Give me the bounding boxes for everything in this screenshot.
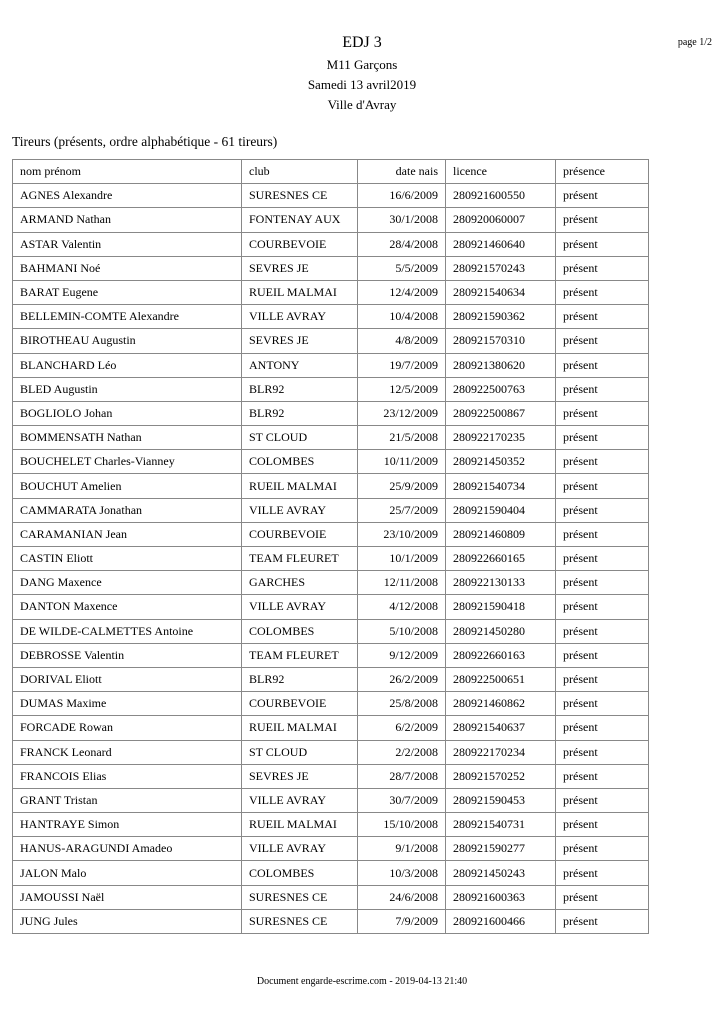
cell-name: CARAMANIAN Jean (13, 522, 242, 546)
table-row (13, 837, 649, 861)
cell-name: ASTAR Valentin (13, 232, 242, 256)
document-title: EDJ 3 (342, 34, 382, 51)
cell-club: SURESNES CE (242, 885, 358, 909)
cell-licence: 280921540734 (446, 474, 556, 498)
cell-name: BARAT Eugene (13, 280, 242, 304)
cell-name: BLANCHARD Léo (13, 353, 242, 377)
cell-club: SURESNES CE (242, 184, 358, 208)
cell-presence: présent (556, 280, 649, 304)
table-row (13, 764, 649, 788)
table-row (13, 450, 649, 474)
cell-club: BLR92 (242, 377, 358, 401)
cell-licence: 280921380620 (446, 353, 556, 377)
cell-licence: 280922500867 (446, 401, 556, 425)
cell-licence: 280921540634 (446, 280, 556, 304)
cell-presence: présent (556, 426, 649, 450)
cell-club: COURBEVOIE (242, 522, 358, 546)
cell-presence: présent (556, 522, 649, 546)
table-row (13, 184, 649, 208)
cell-birthdate: 26/2/2009 (358, 667, 446, 691)
table-row (13, 692, 649, 716)
table-row (13, 522, 649, 546)
cell-presence: présent (556, 595, 649, 619)
cell-presence: présent (556, 353, 649, 377)
cell-name: BIROTHEAU Augustin (13, 329, 242, 353)
table-row (13, 861, 649, 885)
table-row (13, 667, 649, 691)
cell-presence: présent (556, 305, 649, 329)
column-header-presence: présence (556, 160, 649, 184)
cell-birthdate: 9/12/2009 (358, 643, 446, 667)
footer-note: Document engarde-escrime.com - 2019-04-13 21:40 (256, 976, 468, 987)
cell-name: JALON Malo (13, 861, 242, 885)
table-row (13, 547, 649, 571)
page-number: page 1/2 (677, 37, 712, 48)
cell-presence: présent (556, 764, 649, 788)
cell-licence: 280921570243 (446, 256, 556, 280)
cell-birthdate: 28/4/2008 (358, 232, 446, 256)
cell-licence: 280921460862 (446, 692, 556, 716)
cell-birthdate: 21/5/2008 (358, 426, 446, 450)
table-row (13, 788, 649, 812)
cell-birthdate: 5/5/2009 (358, 256, 446, 280)
cell-presence: présent (556, 667, 649, 691)
cell-club: TEAM FLEURET (242, 547, 358, 571)
cell-club: GARCHES (242, 571, 358, 595)
fencers-table (12, 159, 649, 934)
cell-birthdate: 16/6/2009 (358, 184, 446, 208)
cell-birthdate: 4/8/2009 (358, 329, 446, 353)
cell-presence: présent (556, 232, 649, 256)
cell-licence: 280922170234 (446, 740, 556, 764)
cell-club: VILLE AVRAY (242, 837, 358, 861)
cell-name: CASTIN Eliott (13, 547, 242, 571)
cell-birthdate: 10/1/2009 (358, 547, 446, 571)
cell-club: VILLE AVRAY (242, 788, 358, 812)
cell-club: BLR92 (242, 667, 358, 691)
cell-birthdate: 28/7/2008 (358, 764, 446, 788)
cell-presence: présent (556, 837, 649, 861)
cell-licence: 280921590404 (446, 498, 556, 522)
cell-presence: présent (556, 619, 649, 643)
column-header-birthdate: date nais (358, 160, 446, 184)
cell-presence: présent (556, 256, 649, 280)
event-date: Samedi 13 avril2019 (307, 77, 417, 92)
cell-club: BLR92 (242, 401, 358, 425)
event-place: Ville d'Avray (327, 97, 397, 112)
cell-birthdate: 12/4/2009 (358, 280, 446, 304)
cell-birthdate: 23/12/2009 (358, 401, 446, 425)
cell-presence: présent (556, 184, 649, 208)
cell-name: BOMMENSATH Nathan (13, 426, 242, 450)
cell-club: SURESNES CE (242, 909, 358, 933)
cell-birthdate: 12/11/2008 (358, 571, 446, 595)
cell-presence: présent (556, 788, 649, 812)
cell-birthdate: 4/12/2008 (358, 595, 446, 619)
cell-name: GRANT Tristan (13, 788, 242, 812)
cell-licence: 280921590418 (446, 595, 556, 619)
cell-licence: 280921570252 (446, 764, 556, 788)
cell-club: SEVRES JE (242, 764, 358, 788)
cell-presence: présent (556, 450, 649, 474)
table-row (13, 426, 649, 450)
cell-presence: présent (556, 547, 649, 571)
cell-presence: présent (556, 208, 649, 232)
cell-name: CAMMARATA Jonathan (13, 498, 242, 522)
cell-club: FONTENAY AUX (242, 208, 358, 232)
cell-presence: présent (556, 329, 649, 353)
table-row (13, 329, 649, 353)
cell-licence: 280921460809 (446, 522, 556, 546)
cell-presence: présent (556, 813, 649, 837)
cell-name: AGNES Alexandre (13, 184, 242, 208)
table-row (13, 595, 649, 619)
cell-club: COURBEVOIE (242, 692, 358, 716)
cell-presence: présent (556, 909, 649, 933)
cell-birthdate: 10/4/2008 (358, 305, 446, 329)
cell-presence: présent (556, 377, 649, 401)
cell-birthdate: 25/8/2008 (358, 692, 446, 716)
cell-club: ST CLOUD (242, 740, 358, 764)
cell-presence: présent (556, 474, 649, 498)
table-row (13, 498, 649, 522)
table-row (13, 377, 649, 401)
cell-club: COURBEVOIE (242, 232, 358, 256)
cell-licence: 280921570310 (446, 329, 556, 353)
cell-licence: 280921450280 (446, 619, 556, 643)
cell-name: DANG Maxence (13, 571, 242, 595)
table-row (13, 280, 649, 304)
cell-presence: présent (556, 401, 649, 425)
cell-name: JAMOUSSI Naël (13, 885, 242, 909)
cell-birthdate: 19/7/2009 (358, 353, 446, 377)
cell-name: DEBROSSE Valentin (13, 643, 242, 667)
cell-club: COLOMBES (242, 861, 358, 885)
cell-name: BOGLIOLO Johan (13, 401, 242, 425)
cell-licence: 280922660163 (446, 643, 556, 667)
table-row (13, 256, 649, 280)
cell-birthdate: 2/2/2008 (358, 740, 446, 764)
category: M11 Garçons (326, 57, 398, 72)
cell-birthdate: 9/1/2008 (358, 837, 446, 861)
table-row (13, 208, 649, 232)
cell-presence: présent (556, 716, 649, 740)
cell-name: ARMAND Nathan (13, 208, 242, 232)
cell-presence: présent (556, 643, 649, 667)
cell-club: COLOMBES (242, 619, 358, 643)
table-header-row (13, 160, 649, 184)
table-row (13, 813, 649, 837)
cell-birthdate: 25/9/2009 (358, 474, 446, 498)
cell-club: RUEIL MALMAI (242, 280, 358, 304)
cell-club: ANTONY (242, 353, 358, 377)
table-row (13, 885, 649, 909)
cell-birthdate: 25/7/2009 (358, 498, 446, 522)
cell-birthdate: 30/1/2008 (358, 208, 446, 232)
cell-birthdate: 10/3/2008 (358, 861, 446, 885)
cell-birthdate: 12/5/2009 (358, 377, 446, 401)
cell-name: HANUS-ARAGUNDI Amadeo (13, 837, 242, 861)
cell-name: DUMAS Maxime (13, 692, 242, 716)
cell-name: FRANCK Leonard (13, 740, 242, 764)
table-row (13, 909, 649, 933)
cell-club: SEVRES JE (242, 329, 358, 353)
cell-name: DE WILDE-CALMETTES Antoine (13, 619, 242, 643)
cell-licence: 280920060007 (446, 208, 556, 232)
cell-name: DANTON Maxence (13, 595, 242, 619)
cell-licence: 280921590362 (446, 305, 556, 329)
cell-name: BOUCHELET Charles-Vianney (13, 450, 242, 474)
column-header-name: nom prénom (13, 160, 242, 184)
cell-club: COLOMBES (242, 450, 358, 474)
cell-licence: 280921450352 (446, 450, 556, 474)
cell-licence: 280921600550 (446, 184, 556, 208)
cell-club: RUEIL MALMAI (242, 716, 358, 740)
cell-name: HANTRAYE Simon (13, 813, 242, 837)
cell-club: SEVRES JE (242, 256, 358, 280)
column-header-club: club (242, 160, 358, 184)
table-row (13, 353, 649, 377)
cell-name: JUNG Jules (13, 909, 242, 933)
cell-club: VILLE AVRAY (242, 498, 358, 522)
cell-licence: 280921590453 (446, 788, 556, 812)
cell-name: BAHMANI Noé (13, 256, 242, 280)
cell-licence: 280921540731 (446, 813, 556, 837)
cell-club: VILLE AVRAY (242, 595, 358, 619)
cell-name: BELLEMIN-COMTE Alexandre (13, 305, 242, 329)
cell-licence: 280921600363 (446, 885, 556, 909)
cell-presence: présent (556, 498, 649, 522)
table-row (13, 643, 649, 667)
cell-name: FORCADE Rowan (13, 716, 242, 740)
cell-name: BLED Augustin (13, 377, 242, 401)
cell-club: RUEIL MALMAI (242, 813, 358, 837)
cell-licence: 280922130133 (446, 571, 556, 595)
cell-licence: 280921450243 (446, 861, 556, 885)
table-row (13, 305, 649, 329)
cell-licence: 280921600466 (446, 909, 556, 933)
cell-licence: 280922660165 (446, 547, 556, 571)
table-row (13, 716, 649, 740)
table-row (13, 474, 649, 498)
cell-birthdate: 6/2/2009 (358, 716, 446, 740)
list-heading: Tireurs (présents, ordre alphabétique - 61 tireurs) (12, 134, 278, 149)
cell-birthdate: 15/10/2008 (358, 813, 446, 837)
table-row (13, 401, 649, 425)
cell-presence: présent (556, 692, 649, 716)
cell-licence: 280921460640 (446, 232, 556, 256)
cell-birthdate: 30/7/2009 (358, 788, 446, 812)
cell-presence: présent (556, 885, 649, 909)
table-row (13, 619, 649, 643)
cell-birthdate: 24/6/2008 (358, 885, 446, 909)
cell-birthdate: 7/9/2009 (358, 909, 446, 933)
table-row (13, 232, 649, 256)
cell-licence: 280922500651 (446, 667, 556, 691)
cell-name: BOUCHUT Amelien (13, 474, 242, 498)
cell-licence: 280921590277 (446, 837, 556, 861)
column-header-licence: licence (446, 160, 556, 184)
table-row (13, 740, 649, 764)
cell-club: TEAM FLEURET (242, 643, 358, 667)
table-row (13, 571, 649, 595)
cell-licence: 280922500763 (446, 377, 556, 401)
cell-club: VILLE AVRAY (242, 305, 358, 329)
cell-birthdate: 5/10/2008 (358, 619, 446, 643)
cell-name: FRANCOIS Elias (13, 764, 242, 788)
cell-birthdate: 10/11/2009 (358, 450, 446, 474)
cell-birthdate: 23/10/2009 (358, 522, 446, 546)
cell-presence: présent (556, 861, 649, 885)
cell-presence: présent (556, 740, 649, 764)
cell-club: ST CLOUD (242, 426, 358, 450)
cell-licence: 280922170235 (446, 426, 556, 450)
cell-licence: 280921540637 (446, 716, 556, 740)
cell-name: DORIVAL Eliott (13, 667, 242, 691)
cell-club: RUEIL MALMAI (242, 474, 358, 498)
cell-presence: présent (556, 571, 649, 595)
